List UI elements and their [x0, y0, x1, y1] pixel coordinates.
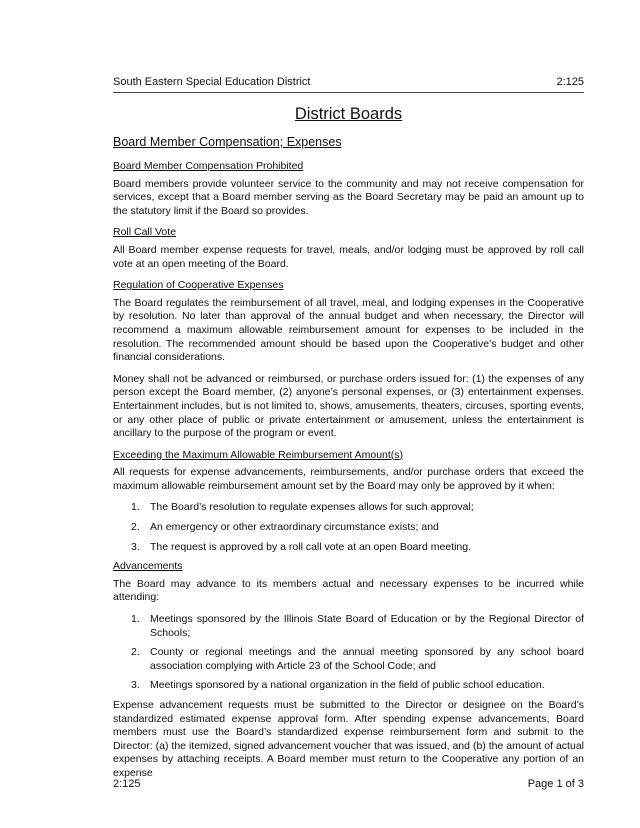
list-item-text: Meetings sponsored by a national organization in the field of public school education.	[150, 679, 545, 692]
list-item-text: An emergency or other extraordinary circumstance exists; and	[150, 521, 439, 534]
regulation-paragraph-2: Money shall not be advanced or reimbursed, or purchase orders issued for: (1) the expenses of any person except the Board member, (2) anyone’s personal expenses, or (3) entertainment expenses. Entertainment includes, but is not limited to, shows, amusements, theaters, circuses, sporting events, or any other place of public or private entertainment or amusement, unless the entertainment is ancillary to the purpose of the program or event.	[113, 372, 584, 440]
list-item-number: 2.	[131, 521, 140, 534]
document-subtitle: Board Member Compensation; Expenses	[113, 135, 342, 149]
header-code: 2:125	[556, 76, 584, 88]
exceeding-list	[113, 501, 584, 554]
list-item-number: 1.	[131, 501, 140, 514]
header-org: South Eastern Special Education District	[113, 76, 311, 88]
advancements-paragraph-1: The Board may advance to its members actual and necessary expenses to be incurred while attending:	[113, 577, 584, 604]
advancements-paragraph-2: Expense advancement requests must be submitted to the Director or designee on the Board’s standardized estimated expense approval form. After spending expense advancements, Board members must use the Board’s standardized expense reimbursement form and submit to the Director: (a) the itemized, signed advancement voucher that was issued, and (b) the amount of actual expenses by attaching receipts. A Board member must return to the Cooperative any portion of an expense	[113, 699, 584, 779]
list-item	[113, 521, 584, 535]
footer-code: 2:125	[113, 778, 141, 790]
list-item	[113, 541, 584, 555]
list-item-number: 1.	[131, 613, 140, 626]
document-title: District Boards	[294, 105, 403, 123]
list-item-text: The request is approved by a roll call vote at an open Board meeting.	[150, 540, 472, 553]
document-content	[113, 104, 584, 789]
list-item	[113, 613, 584, 640]
list-item-text: Meetings sponsored by the Illinois State Board of Education or by the Regional Director of Schools;	[150, 613, 584, 639]
list-item	[113, 646, 584, 673]
section-heading-compensation: Board Member Compensation Prohibited	[113, 160, 304, 172]
section-heading-advancements: Advancements	[113, 560, 183, 573]
section-heading-roll-call: Roll Call Vote	[113, 226, 177, 239]
compensation-paragraph: Board members provide volunteer service to the community and may not receive compensation for services, except that a Board member serving as the Board Secretary may be paid an amount up to the statutory limit if the Board so provides.	[113, 177, 584, 217]
list-item-number: 2.	[131, 646, 140, 659]
advancements-list	[113, 613, 584, 693]
roll-call-paragraph: All Board member expense requests for travel, meals, and/or lodging must be approved by roll call vote at an open meeting of the Board.	[113, 243, 584, 270]
list-item	[113, 501, 584, 515]
regulation-paragraph-1: The Board regulates the reimbursement of all travel, meal, and lodging expenses in the Cooperative by resolution. No later than approval of the annual budget and when necessary, the Director will recommend a maximum allowable reimbursement amount for expenses to be included in the resolution. The recommended amount should be based upon the Cooperative’s budget and other financial considerations.	[113, 296, 584, 364]
section-heading-regulation: Regulation of Cooperative Expenses	[113, 279, 284, 292]
list-item-number: 3.	[131, 540, 140, 553]
list-item-text: County or regional meetings and the annual meeting sponsored by any school board association complying with Article 23 of the School Code; and	[150, 646, 584, 672]
list-item-text: The Board’s resolution to regulate expenses allows for such approval;	[150, 501, 474, 514]
exceeding-paragraph: All requests for expense advancements, reimbursements, and/or purchase orders that exceed the maximum allowable reimbursement amount set by the Board may only be approved by it when:	[113, 466, 584, 492]
section-heading-exceeding: Exceeding the Maximum Allowable Reimbursement Amount(s)	[113, 448, 404, 461]
page-header	[113, 76, 584, 93]
list-item-number: 3.	[131, 679, 140, 692]
footer-page-number: Page 1 of 3	[527, 778, 584, 790]
list-item	[113, 679, 584, 693]
